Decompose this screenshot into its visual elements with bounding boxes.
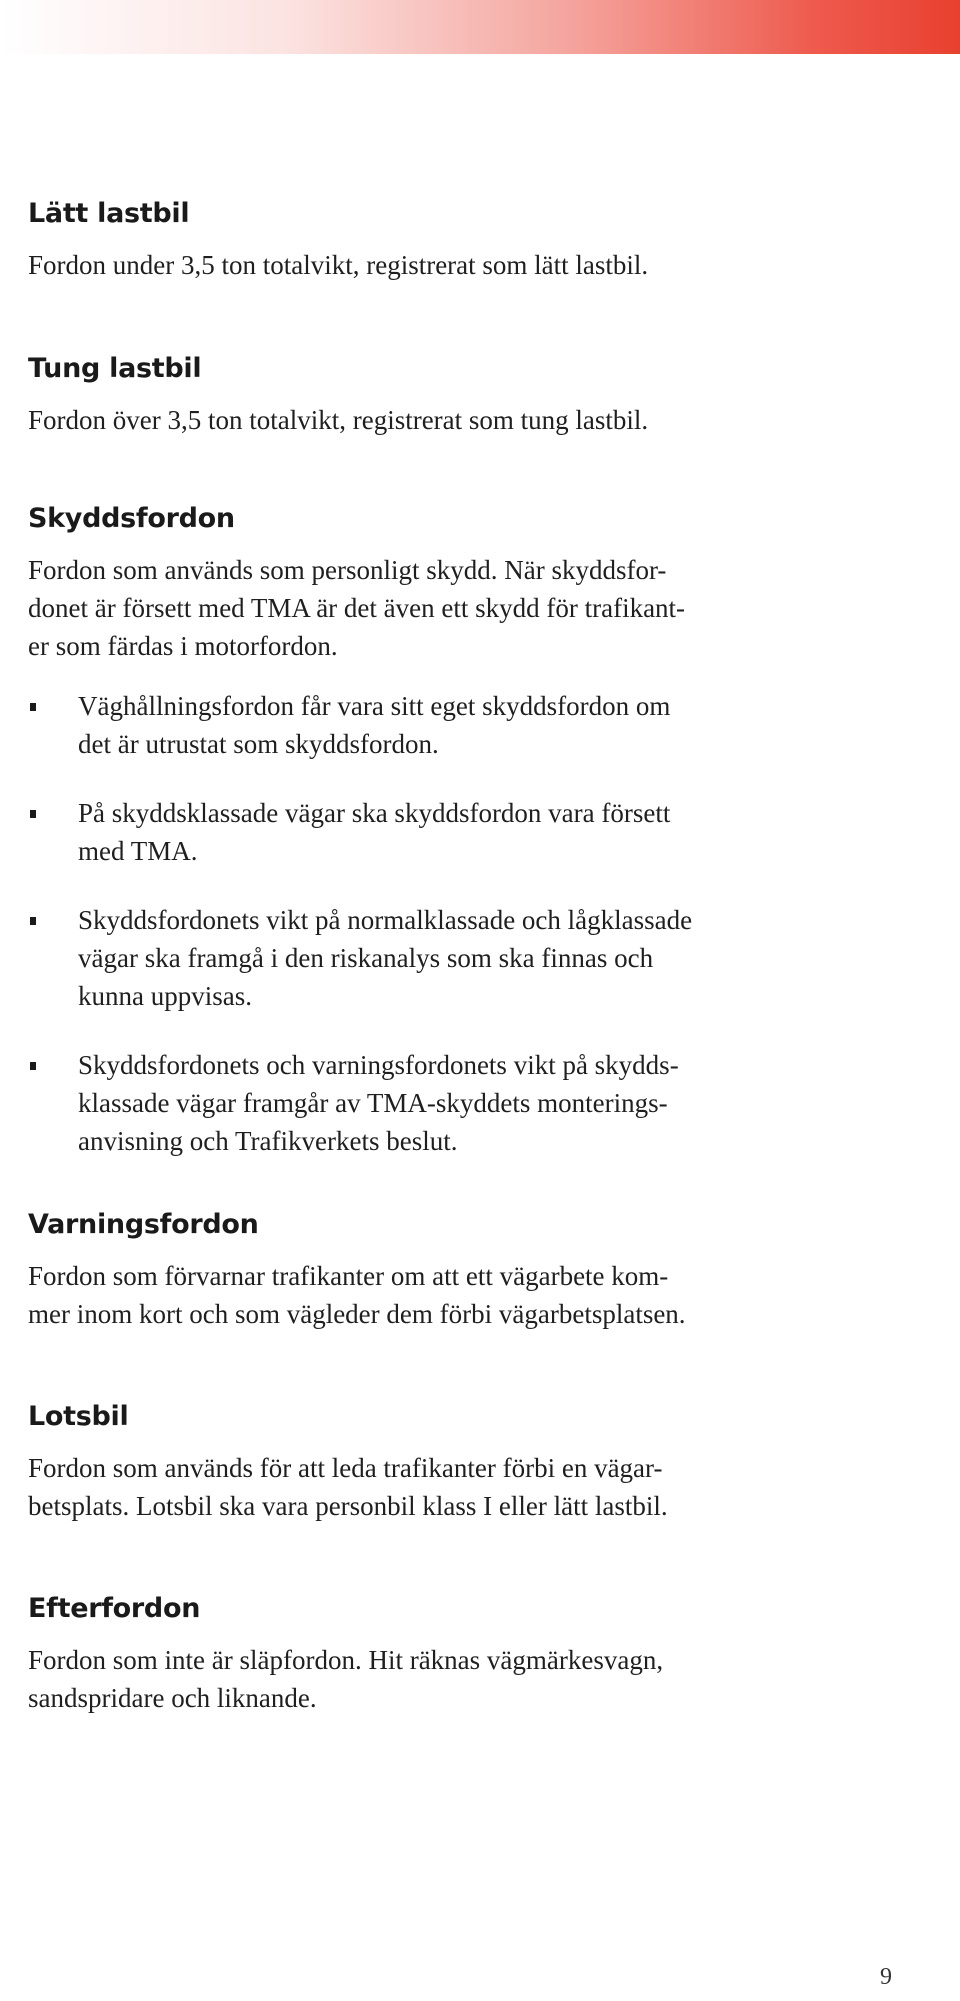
text-line: Skyddsfordonets och varningsfordonets vikt på skydds- bbox=[78, 1050, 679, 1080]
text-line: Väghållningsfordon får vara sitt eget skyddsfordon om bbox=[78, 691, 671, 721]
bullet-marker-icon bbox=[30, 703, 36, 711]
text-line: klassade vägar framgår av TMA-skyddets monterings- bbox=[78, 1088, 668, 1118]
section-latt-lastbil bbox=[28, 196, 858, 284]
section-heading: Lotsbil bbox=[28, 1401, 129, 1432]
bullet-marker-icon bbox=[30, 810, 36, 818]
section-text bbox=[28, 1257, 858, 1333]
bullet-marker-icon bbox=[30, 917, 36, 925]
text-line: mer inom kort och som vägleder dem förbi vägarbetsplatsen. bbox=[28, 1299, 686, 1329]
bullet-list bbox=[28, 687, 858, 1160]
text-line: kunna uppvisas. bbox=[78, 981, 252, 1011]
header-gradient-bar bbox=[0, 0, 960, 54]
text-line: med TMA. bbox=[78, 836, 198, 866]
section-text: Fordon över 3,5 ton totalvikt, registrerat som tung lastbil. bbox=[28, 405, 649, 435]
section-text bbox=[28, 551, 858, 665]
text-line: Skyddsfordonets vikt på normalklassade och lågklassade bbox=[78, 905, 693, 935]
section-lotsbil bbox=[28, 1399, 858, 1525]
page-number: 9 bbox=[880, 1964, 892, 1990]
text-line: Fordon som används för att leda trafikanter förbi en vägar- bbox=[28, 1453, 663, 1483]
bullet-item bbox=[28, 901, 858, 1015]
text-line: vägar ska framgå i den riskanalys som ska finnas och bbox=[78, 943, 654, 973]
section-varningsfordon bbox=[28, 1207, 858, 1333]
section-text bbox=[28, 1449, 858, 1525]
text-line: anvisning och Trafikverkets beslut. bbox=[78, 1126, 458, 1156]
section-text: Fordon under 3,5 ton totalvikt, registrerat som lätt lastbil. bbox=[28, 250, 649, 280]
text-line: Fordon som används som personligt skydd. När skyddsfor- bbox=[28, 555, 667, 585]
section-tung-lastbil bbox=[28, 351, 858, 439]
section-heading: Lätt lastbil bbox=[28, 198, 190, 229]
text-line: det är utrustat som skyddsfordon. bbox=[78, 729, 439, 759]
text-line: Fordon som inte är släpfordon. Hit räknas vägmärkesvagn, bbox=[28, 1645, 664, 1675]
section-heading: Efterfordon bbox=[28, 1593, 201, 1624]
text-line: betsplats. Lotsbil ska vara personbil klass I eller lätt lastbil. bbox=[28, 1491, 668, 1521]
section-text bbox=[28, 1641, 858, 1717]
section-efterfordon bbox=[28, 1591, 858, 1717]
bullet-marker-icon bbox=[30, 1062, 36, 1070]
section-heading: Skyddsfordon bbox=[28, 503, 235, 534]
text-line: Fordon som förvarnar trafikanter om att ett vägarbete kom- bbox=[28, 1261, 669, 1291]
text-line: På skyddsklassade vägar ska skyddsfordon vara försett bbox=[78, 798, 671, 828]
bullet-item bbox=[28, 687, 858, 763]
text-line: er som färdas i motorfordon. bbox=[28, 631, 338, 661]
section-heading: Varningsfordon bbox=[28, 1209, 259, 1240]
bullet-item bbox=[28, 794, 858, 870]
section-skyddsfordon bbox=[28, 501, 858, 1160]
section-heading: Tung lastbil bbox=[28, 353, 202, 384]
text-line: sandspridare och liknande. bbox=[28, 1683, 317, 1713]
document-content bbox=[28, 196, 858, 1717]
text-line: donet är försett med TMA är det även ett skydd för trafikant- bbox=[28, 593, 686, 623]
bullet-item bbox=[28, 1046, 858, 1160]
